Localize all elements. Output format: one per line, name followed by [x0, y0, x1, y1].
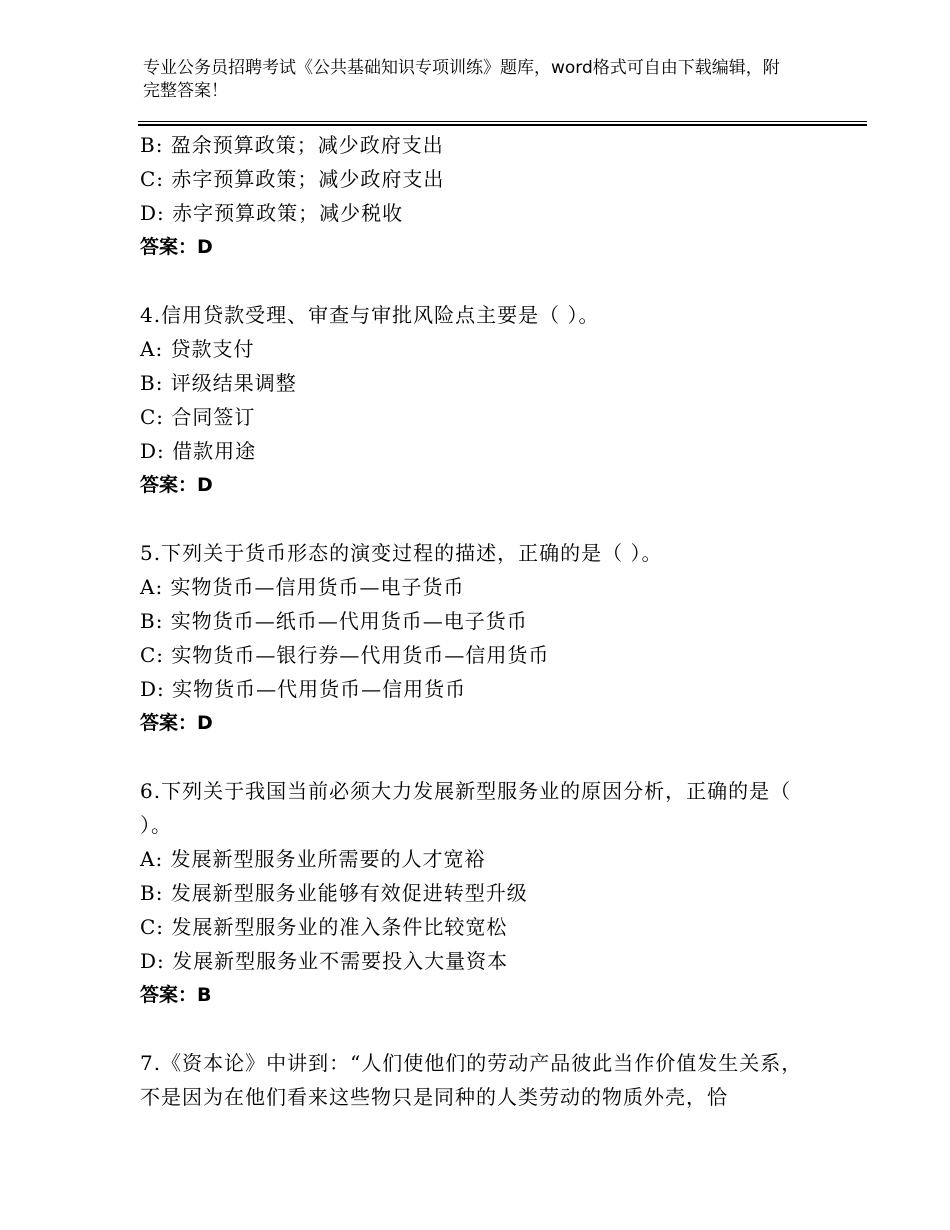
question-4-option-a: A: 贷款支付	[140, 337, 255, 361]
answer-line: 答案：D	[140, 236, 213, 258]
question-6-option-a: A: 发展新型服务业所需要的人才宽裕	[140, 847, 486, 871]
question-6-option-b: B: 发展新型服务业能够有效促进转型升级	[140, 881, 528, 905]
spacer	[140, 264, 820, 298]
question-5-option-a: A: 实物货币—信用货币—电子货币	[140, 575, 465, 599]
question-6-option-d: D: 发展新型服务业不需要投入大量资本	[140, 949, 509, 973]
question-5-option-b: B: 实物货币—纸币—代用货币—电子货币	[140, 609, 528, 633]
question-5-stem: 5.下列关于货币形态的演变过程的描述，正确的是（ ）。	[140, 541, 663, 565]
question-4-stem: 4.信用贷款受理、审查与审批风险点主要是（ ）。	[140, 303, 600, 327]
question-4-option-d: D: 借款用途	[140, 439, 257, 463]
question-4-option-b: B: 评级结果调整	[140, 371, 297, 395]
question-5-answer: 答案：D	[140, 712, 213, 734]
question-4-option-c: C: 合同签订	[140, 405, 256, 429]
header-rule-thick	[138, 124, 867, 126]
question-4-answer: 答案：D	[140, 474, 213, 496]
question-7-stem: 7.《资本论》中讲到：“人们使他们的劳动产品彼此当作价值发生关系，不是因为在他们看来这些物只是同种的人类劳动的物质外壳，恰	[140, 1051, 803, 1109]
question-6-stem: 6.下列关于我国当前必须大力发展新型服务业的原因分析，正确的是（ ）。	[140, 779, 792, 837]
question-6-answer: 答案：B	[140, 984, 212, 1006]
question-6-option-c: C: 发展新型服务业的准入条件比较宽松	[140, 915, 508, 939]
header-rule-thin	[138, 121, 867, 122]
option-b: B: 盈余预算政策；减少政府支出	[140, 133, 444, 157]
option-d: D: 赤字预算政策；减少税收	[140, 201, 404, 225]
question-5-option-c: C: 实物货币—银行券—代用货币—信用货币	[140, 643, 550, 667]
question-5-option-d: D: 实物货币—代用货币—信用货币	[140, 677, 467, 701]
question-content	[140, 128, 820, 1114]
spacer	[140, 740, 820, 774]
option-c: C: 赤字预算政策；减少政府支出	[140, 167, 445, 191]
page-header: 专业公务员招聘考试《公共基础知识专项训练》题库，word格式可自由下载编辑，附完整答案！	[143, 58, 780, 101]
spacer	[140, 502, 820, 536]
spacer	[140, 1012, 820, 1046]
